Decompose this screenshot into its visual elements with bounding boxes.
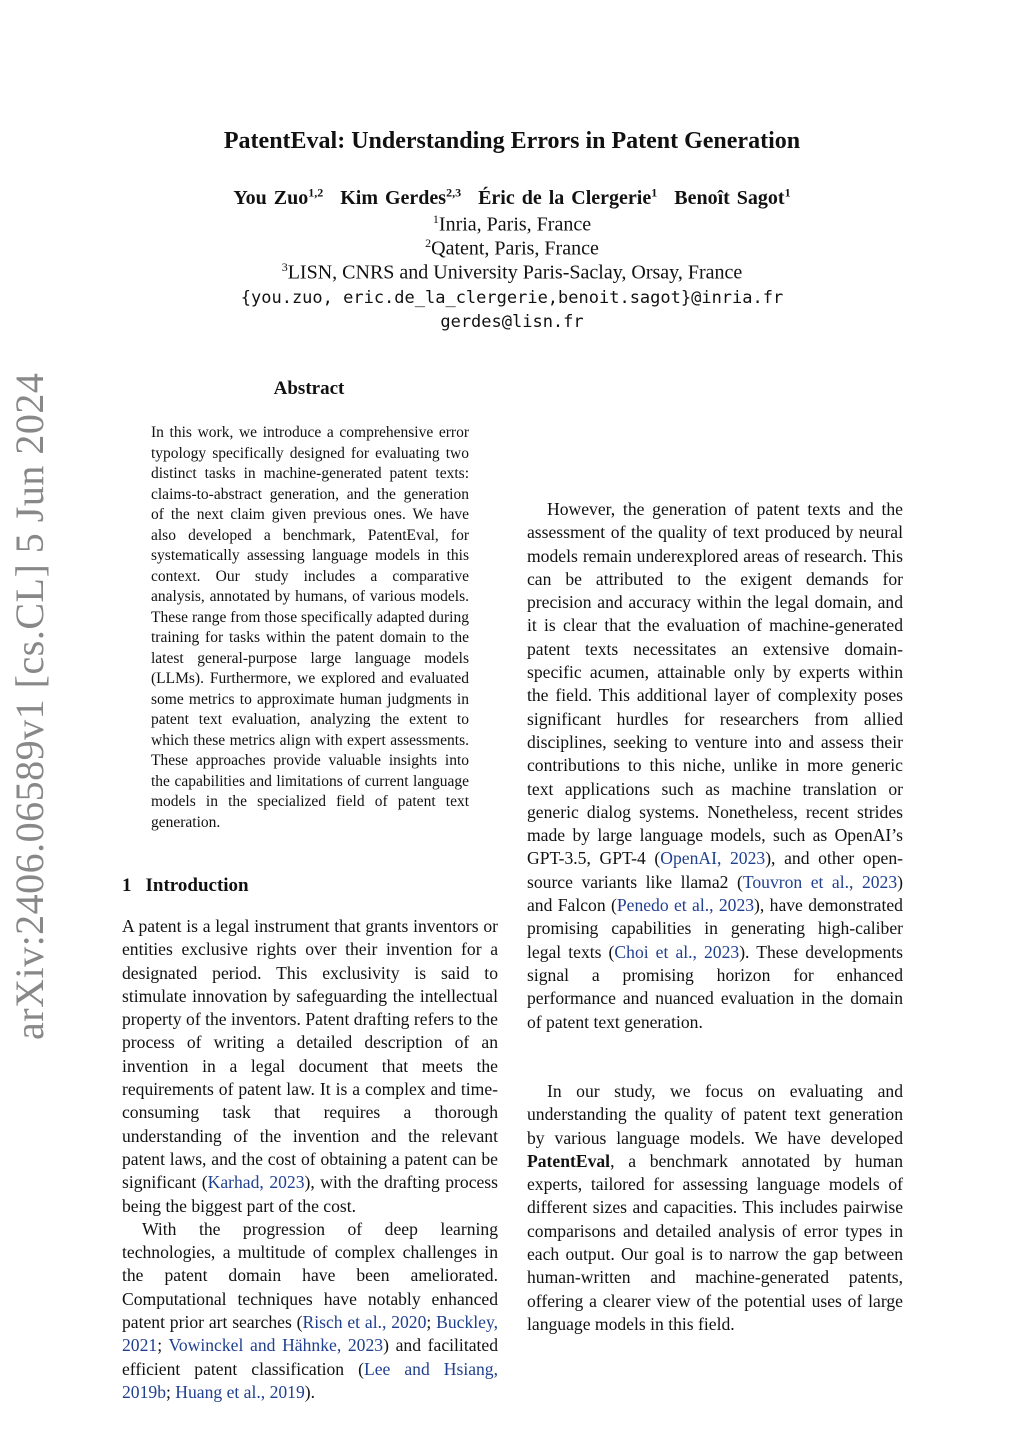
affiliation: $^2$Qatent, Paris, France xyxy=(425,236,599,260)
citation-link[interactable]: Buckley, 2021 xyxy=(122,1312,498,1356)
citation-link[interactable]: Touvron et al., 2023 xyxy=(742,871,898,892)
email-line[interactable]: {you.zuo, eric.de_la_clergerie,benoit.sagot}@inria.fr xyxy=(240,288,784,308)
email-line[interactable]: gerdes@lisn.fr xyxy=(440,312,584,332)
citation-link[interactable]: Risch et al., 2020 xyxy=(302,1312,427,1333)
author: Éric de la Clergerie$^1$ xyxy=(478,185,658,209)
citation-link[interactable]: Choi et al., 2023 xyxy=(614,941,740,962)
paragraph: With the progression of deep learning technologies, a multitude of complex challenges in the patent domain have been ameliorated. Computational techniques have notably enhanced patent prior art searches (Risch et al., 2020; Buckley, 2021; Vowinckel and Hähnke, 2023) and facilitated efficient patent classification (Lee and Hsiang, 2019b; Huang et al., 2019). xyxy=(122,1218,499,1402)
right-column-p4 xyxy=(527,1080,903,1336)
citation-link[interactable]: OpenAI, 2023 xyxy=(660,848,766,869)
citation-link[interactable]: Vowinckel and Hähnke, 2023 xyxy=(168,1335,384,1356)
right-column-p3 xyxy=(527,498,903,1034)
paragraph: In our study, we focus on evaluating and understanding the quality of patent text generation by various language models. We have developed PatentEval, a benchmark annotated by human experts, tailored for assessing language models of different sizes and capacities. This includes pairwise comparisons and detailed analysis of error types in each output. Our goal is to narrow the gap between human-written and machine-generated patents, offering a clearer view of the potential uses of large language models in this field. xyxy=(527,1081,903,1334)
author: Kim Gerdes$^{2,3}$ xyxy=(340,185,462,209)
benchmark-name: PatentEval xyxy=(527,1150,611,1171)
author-list xyxy=(0,185,1024,210)
section-heading: 1 Introduction xyxy=(122,875,249,896)
paragraph: However, the generation of patent texts and the assessment of the quality of text produced by neural models remain underexplored areas of research. This can be attributed to the exigent demands for precision and accuracy within the legal domain, and it is clear that the evaluation of machine-generated patent texts necessitates an extensive domain-specific acumen, attainable only by experts within the field. This additional layer of complexity poses significant hurdles for researchers from allied disciplines, seeking to venture into and assess their contributions to this niche, unlike in more generic text applications such as machine translation or generic dialog systems. Nonetheless, recent strides made by large language models, such as OpenAI’s GPT-3.5, GPT-4 (OpenAI, 2023), and other open-source variants like llama2 (Touvron et al., 2023) and Falcon (Penedo et al., 2023), have demonstrated promising capabilities in generating high-caliber legal texts (Choi et al., 2023). These developments signal a promising horizon for enhanced performance and nuanced evaluation in the domain of patent text generation. xyxy=(527,499,903,1032)
left-column xyxy=(122,915,498,1404)
author: Benoît Sagot$^1$ xyxy=(674,185,791,209)
abstract-heading: Abstract xyxy=(273,378,345,399)
citation-link[interactable]: Penedo et al., 2023 xyxy=(616,895,755,916)
affiliation: $^3$LISN, CNRS and University Paris-Saclay, Orsay, France xyxy=(281,260,743,284)
affiliation: $^1$Inria, Paris, France xyxy=(432,212,592,236)
citation-link[interactable]: Karhad, 2023 xyxy=(207,1172,305,1193)
paper-title: PatentEval: Understanding Errors in Patent Generation xyxy=(223,128,801,154)
author: You Zuo$^{1,2}$ xyxy=(233,185,324,209)
arxiv-identifier: arXiv:2406.06589v1 [cs.CL] 5 Jun 2024 xyxy=(7,372,52,1040)
citation-link[interactable]: Huang et al., 2019 xyxy=(175,1381,305,1402)
paragraph: A patent is a legal instrument that grants inventors or entities exclusive rights over their invention for a designated period. This exclusivity is said to stimulate innovation by safeguarding the intellectual property of the inventors. Patent drafting refers to the process of writing a detailed description of an invention in a legal document that meets the requirements of patent law. It is a complex and time-consuming task that requires a thorough understanding of the invention and the relevant patent laws, and the cost of obtaining a patent can be significant (Karhad, 2023), with the drafting process being the biggest part of the cost. xyxy=(122,916,499,1216)
citation-link[interactable]: Lee and Hsiang, 2019b xyxy=(122,1358,499,1402)
abstract-text: In this work, we introduce a comprehensive error typology specifically designed for evaluating two distinct tasks in machine-generated patent texts: claims-to-abstract generation, and the generation of the next claim given previous ones. We have also developed a benchmark, PatentEval, for systematically assessing language models in this context. Our study includes a comparative analysis, annotated by humans, of various models. These range from those specifically adapted during training for tasks within the patent domain to the latest general-purpose large language models (LLMs). Furthermore, we explored and evaluated some metrics to approximate human judgments in patent text evaluation, analyzing the extent to which these metrics align with expert assessments. These approaches provide valuable insights into the capabilities and limitations of current language models in the specialized field of patent text generation. xyxy=(151,424,469,831)
